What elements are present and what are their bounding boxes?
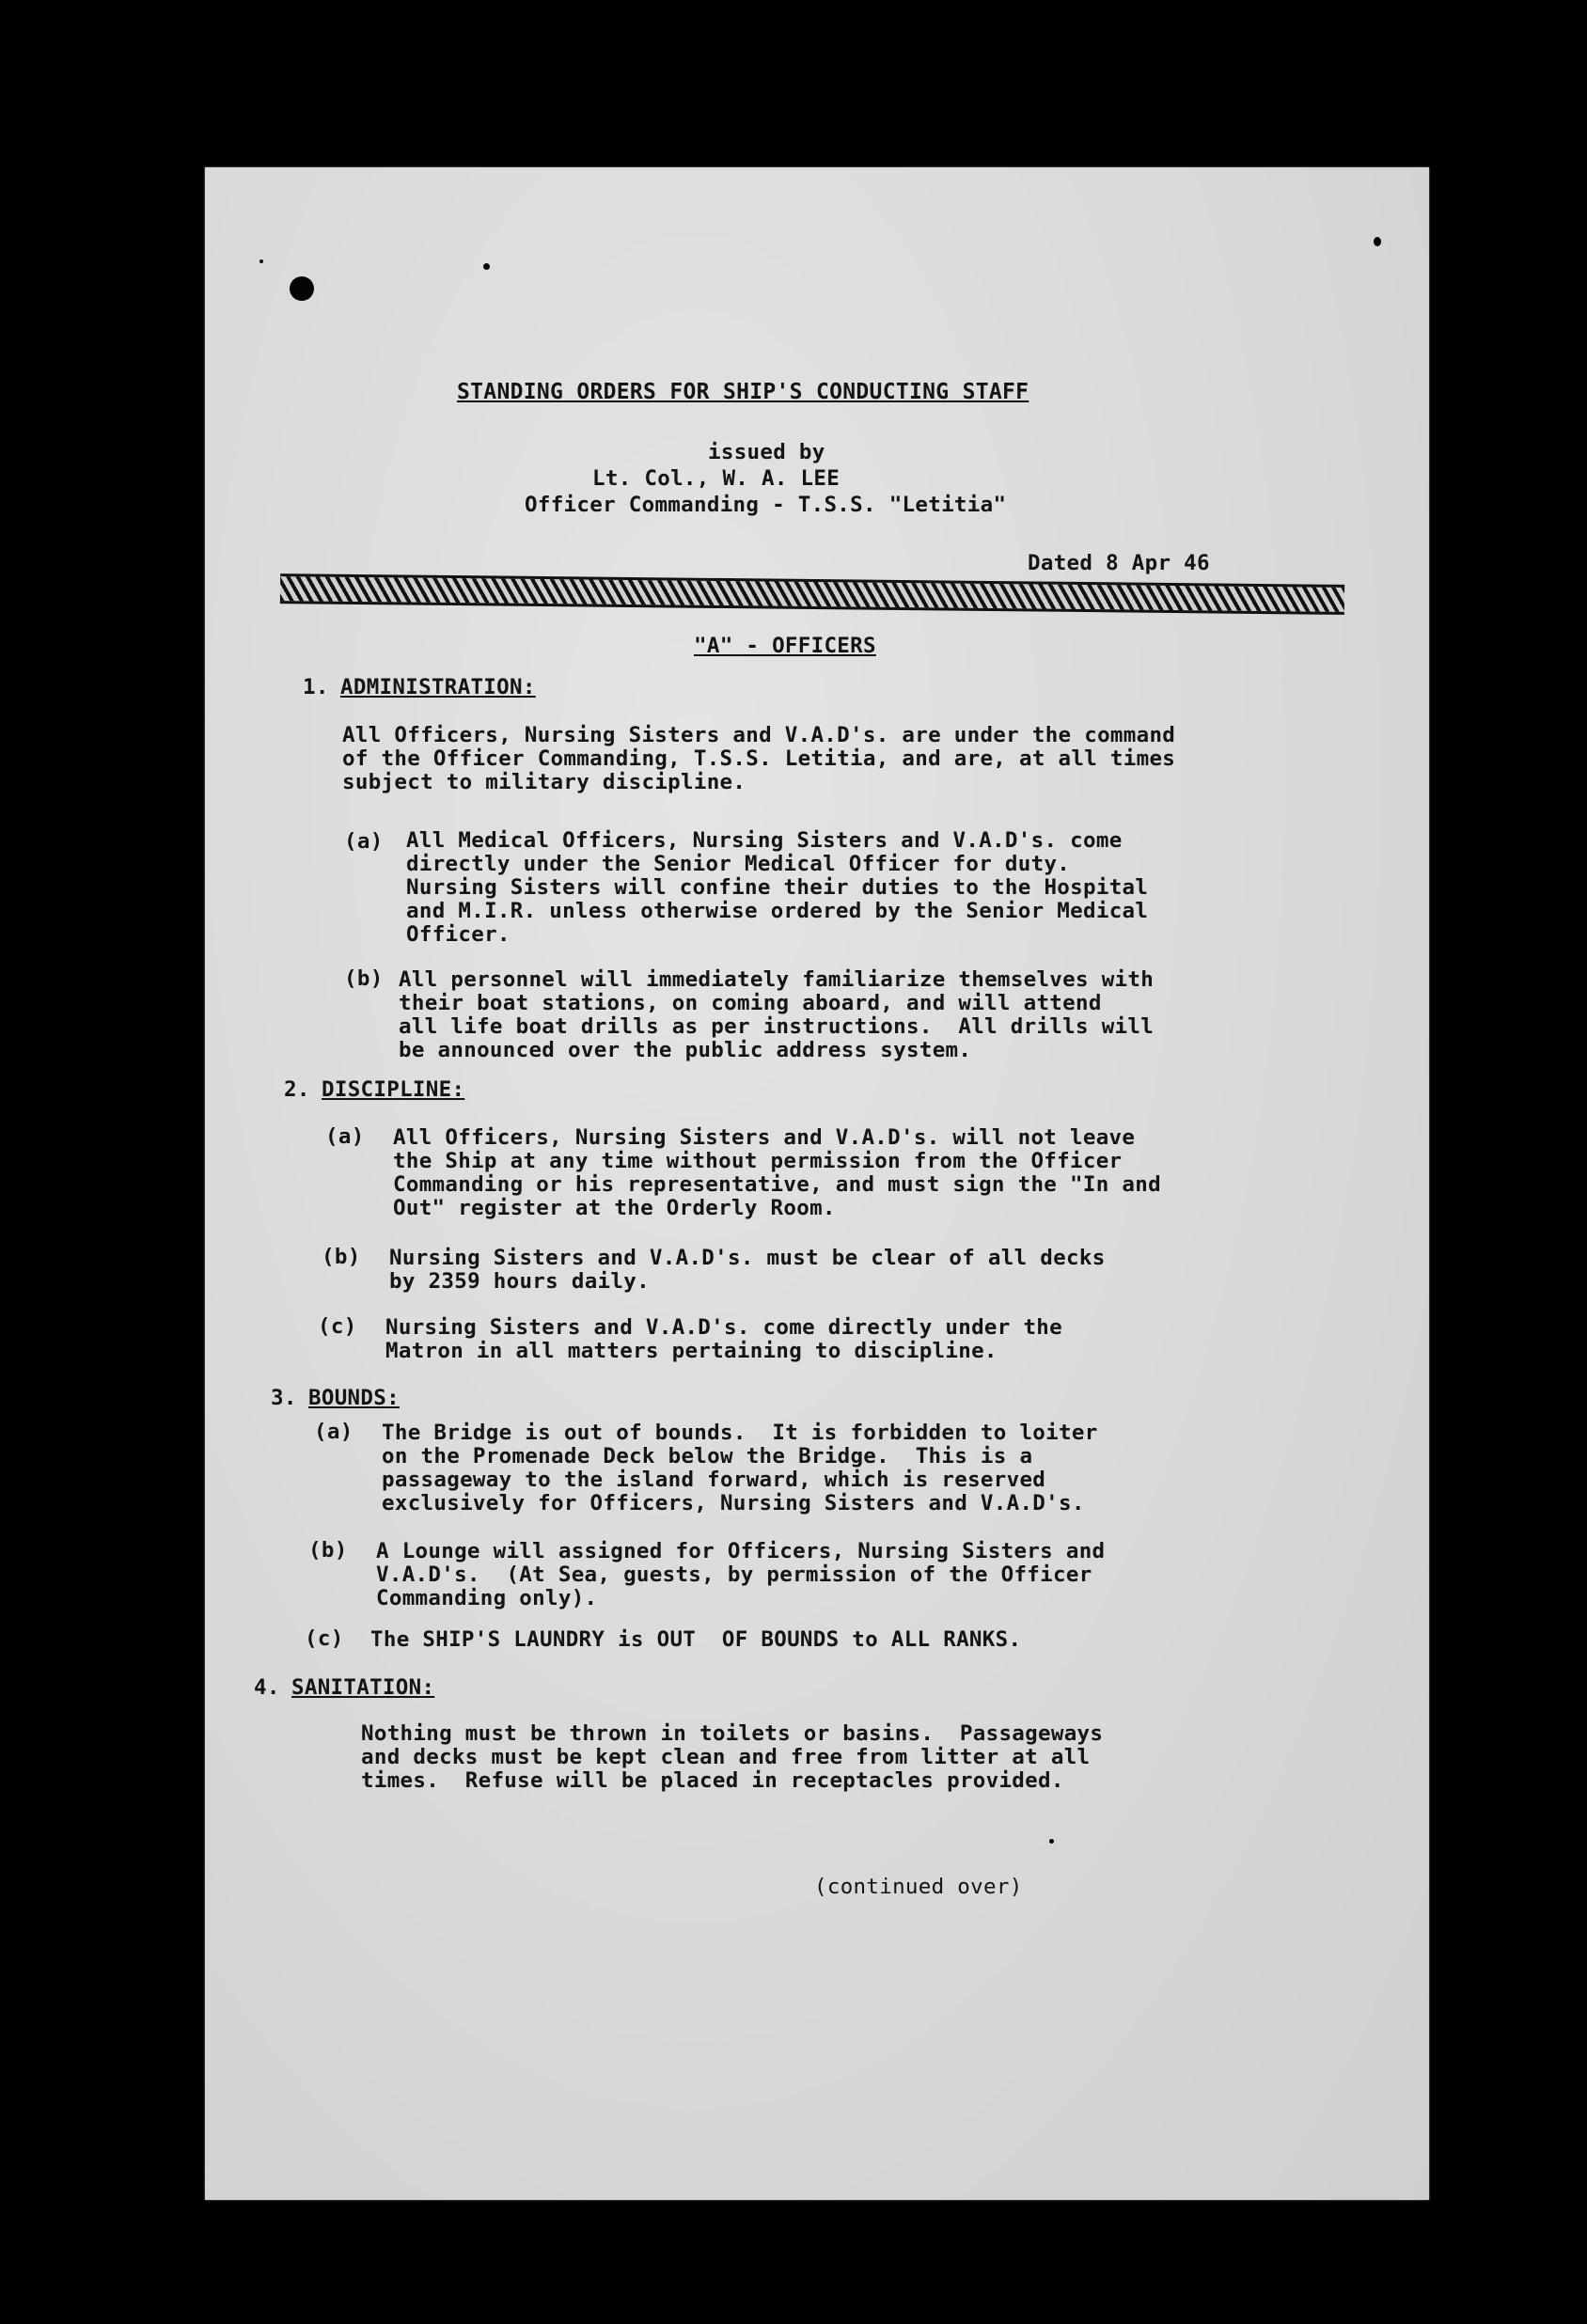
section-divider <box>280 573 1344 615</box>
section-number: 1. <box>303 675 329 699</box>
section-title: DISCIPLINE: <box>322 1077 465 1102</box>
section-number: 2. <box>284 1077 310 1102</box>
section-heading: "A" - OFFICERS <box>694 634 876 658</box>
item-label: (c) <box>305 1626 344 1651</box>
item-text: Nursing Sisters and V.A.D's. come directly under the Matron in all matters pertaining to discipline. <box>385 1315 1062 1363</box>
ink-speck <box>1049 1839 1054 1844</box>
item-label: (a) <box>325 1124 365 1149</box>
item-text: A Lounge will assigned for Officers, Nursing Sisters and V.A.D's. (At Sea, guests, by permission of the Officer Commanding only). <box>376 1539 1106 1610</box>
item-label: (c) <box>318 1314 357 1339</box>
item-label: (b) <box>322 1245 361 1269</box>
section-number: 4. <box>254 1675 280 1700</box>
ink-speck <box>1374 237 1381 246</box>
issuer-line: Lt. Col., W. A. LEE <box>592 466 841 491</box>
section-4-header <box>254 1675 434 1701</box>
ink-speck <box>259 259 263 263</box>
item-label: (a) <box>314 1420 354 1444</box>
section-title: ADMINISTRATION: <box>340 675 536 699</box>
item-text: All Officers, Nursing Sisters and V.A.D's. will not leave the Ship at any time without permission from the Officer Commanding or his representative, and must sign the "In and Out" register at the Orderly Room. <box>393 1125 1161 1220</box>
document-page <box>205 167 1429 2200</box>
item-text: The Bridge is out of bounds. It is forbidden to loiter on the Promenade Deck below the Bridge. This is a passageway to the island forward, which is reserved exclusively for Officers, Nursing Sisters and V.A.D's. <box>382 1421 1098 1515</box>
item-text: Nursing Sisters and V.A.D's. must be clear of all decks by 2359 hours daily. <box>389 1246 1106 1294</box>
continued-note: (continued over) <box>814 1875 1023 1899</box>
section-2-header <box>284 1077 464 1103</box>
date-line: Dated 8 Apr 46 <box>1028 551 1210 575</box>
section-4-intro: Nothing must be thrown in toilets or basins. Passageways and decks must be kept clean and free from litter at all times. Refuse will be placed in receptacles provided. <box>361 1721 1104 1793</box>
document-title: STANDING ORDERS FOR SHIP'S CONDUCTING STAFF <box>457 380 1029 404</box>
issued-by-line: issued by <box>708 440 825 464</box>
section-3-header <box>271 1386 400 1411</box>
item-text: All personnel will immediately familiarize themselves with their boat stations, on coming aboard, and will attend all life boat drills as per instructions. All drills will be announced over the public address system. <box>399 967 1155 1062</box>
punch-hole <box>290 276 314 301</box>
item-label: (a) <box>344 829 384 854</box>
officer-line: Officer Commanding - T.S.S. "Letitia" <box>525 493 1007 517</box>
section-1-header <box>303 675 536 700</box>
item-text: All Medical Officers, Nursing Sisters and V.A.D's. come directly under the Senior Medical Officer for duty. Nursing Sisters will confine their duties to the Hospital and M.I.R. unless otherwise ordered by the Senior Medical Officer. <box>406 828 1149 947</box>
item-label: (b) <box>308 1538 348 1562</box>
ink-speck <box>483 263 490 270</box>
section-1-intro: All Officers, Nursing Sisters and V.A.D's. are under the command of the Officer Commanding, T.S.S. Letitia, and are, at all times subject to military discipline. <box>342 723 1176 794</box>
section-number: 3. <box>271 1386 297 1410</box>
section-title: BOUNDS: <box>308 1386 400 1410</box>
item-label: (b) <box>344 966 384 991</box>
section-title: SANITATION: <box>291 1675 435 1700</box>
item-text: The SHIP'S LAUNDRY is OUT OF BOUNDS to ALL RANKS. <box>370 1627 1022 1652</box>
